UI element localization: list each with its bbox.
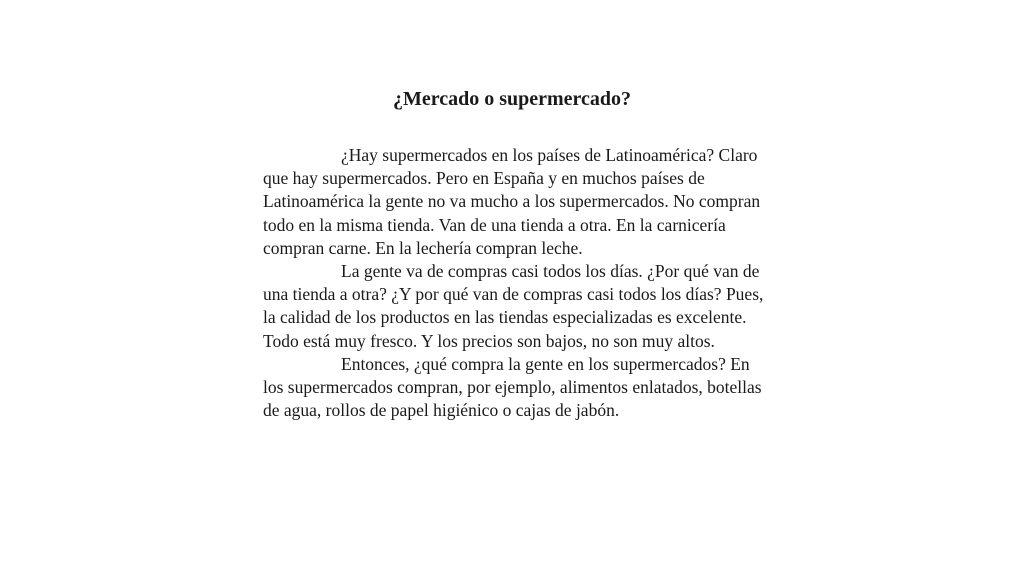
paragraph-2: La gente va de compras casi todos los días. ¿Por qué van de una tienda a otra? ¿Y por qué van de compras casi todos los días? Pues, la calidad de los productos en las tiendas especializadas es excelente. Todo está muy fresco. Y los precios son bajos, no son muy altos.: [263, 261, 764, 351]
reading-passage: [263, 144, 768, 422]
paragraph-3: Entonces, ¿qué compra la gente en los supermercados? En los supermercados compran, por ejemplo, alimentos enlatados, botellas de agua, rollos de papel higiénico o cajas de jabón.: [263, 353, 762, 421]
page-title: ¿Mercado o supermercado?: [392, 88, 632, 110]
paragraph-1: ¿Hay supermercados en los países de Latinoamérica? Claro que hay supermercados. Pero en España y en muchos países de Latinoamérica la gente no va mucho a los supermercados. No compran todo en la misma tienda. Van de una tienda a otra. En la carnicería compran carne. En la lechería compran leche.: [263, 145, 761, 258]
